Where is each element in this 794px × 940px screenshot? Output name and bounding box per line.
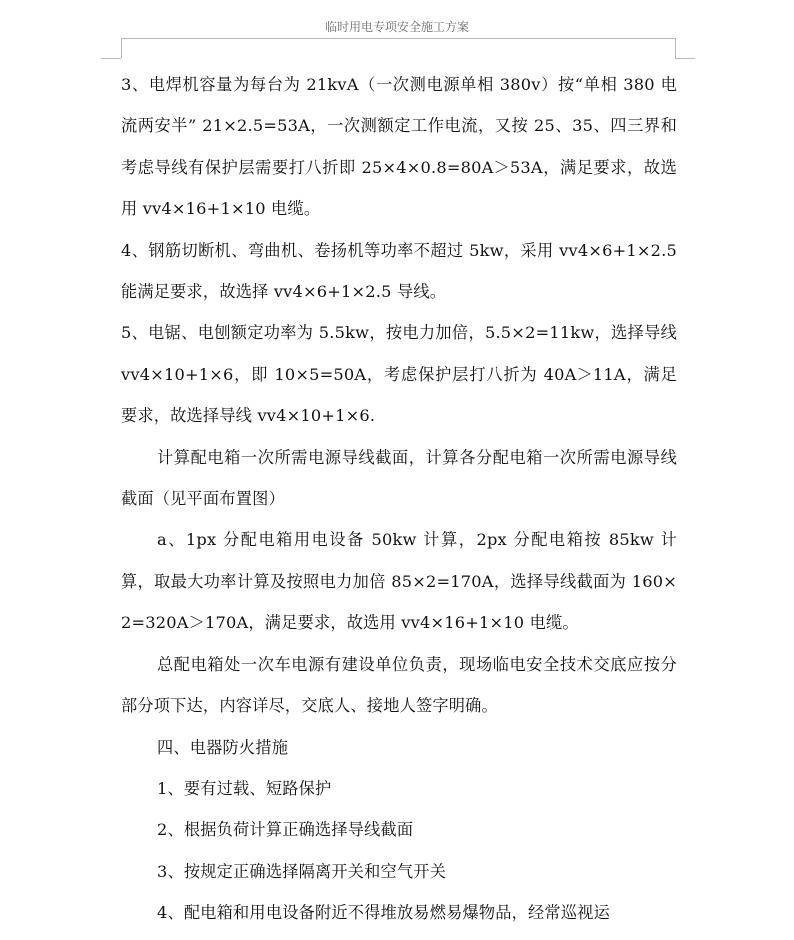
crop-tick-left (101, 58, 121, 59)
list-item-overload-protection: 1、要有过载、短路保护 (157, 778, 332, 798)
page-header-title: 临时用电专项安全施工方案 (324, 20, 469, 34)
paragraph-main-box-responsibility: 总配电箱处一次车电源有建设单位负责，现场临电安全技术交底应按分部分项下达，内容详尽，交底人、接地人签字明确。 (121, 654, 677, 716)
crop-mark-right (675, 38, 676, 58)
paragraph-distribution-box-calc: 计算配电箱一次所需电源导线截面，计算各分配电箱一次所需电源导线截面（见平面布置图） (121, 447, 677, 509)
paragraph-saw-planer-cable: 5、电锯、电刨额定功率为 5.5kw，按电力加倍，5.5×2=11kw，选择导线 vv4×10+1×6，即 10×5=50A，考虑保护层打八折为 40A＞11A，满足要求，故选择导线 vv4×10+1×6. (121, 323, 677, 426)
crop-tick-right (675, 58, 695, 59)
document-body (121, 64, 677, 934)
paragraph-welder-cable: 3、电焊机容量为每台为 21kvA（一次测电源单相 380v）按“单相 380 电流两安半” 21×2.5=53A，一次测额定工作电流，又按 25、35、四三界和考虑导线有保护层需要打八折即 25×4×0.8=80A＞53A，满足要求，故选用 vv4×16+1×10 电缆。 (121, 75, 677, 219)
list-item-switch-selection: 3、按规定正确选择隔离开关和空气开关 (157, 861, 447, 881)
header-rule (121, 38, 675, 39)
list-item-flammable-storage: 4、配电箱和用电设备附近不得堆放易燃易爆物品，经常巡视运 (157, 903, 610, 923)
section-heading-fire-prevention: 四、电器防火措施 (157, 737, 289, 757)
paragraph-rebar-machine-cable: 4、钢筋切断机、弯曲机、卷扬机等功率不超过 5kw，采用 vv4×6+1×2.5 能满足要求，故选择 vv4×6+1×2.5 导线。 (121, 240, 677, 302)
paragraph-sub-box-calc: a、1px 分配电箱用电设备 50kw 计算，2px 分配电箱按 85kw 计算，取最大功率计算及按照电力加倍 85×2=170A，选择导线截面为 160×2=320A＞170A，满足要求，故选用 vv4×16+1×10 电缆。 (121, 530, 677, 633)
list-item-wire-section: 2、根据负荷计算正确选择导线截面 (157, 820, 414, 840)
crop-mark-left (121, 38, 122, 58)
